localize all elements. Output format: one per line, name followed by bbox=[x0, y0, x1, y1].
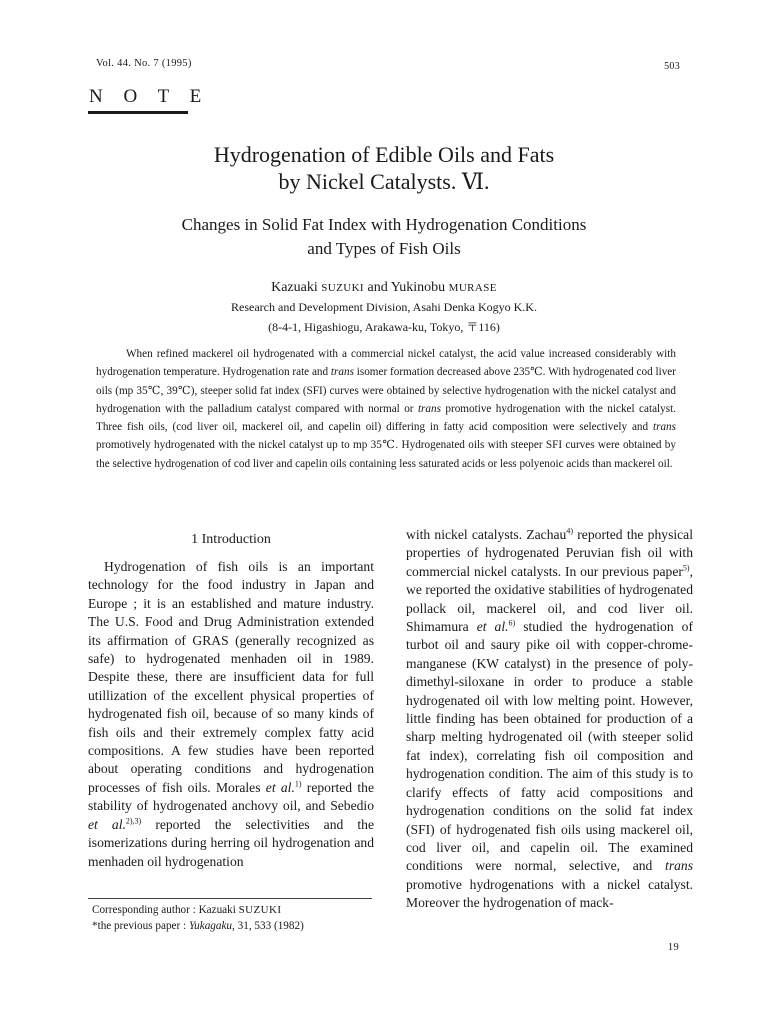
title-line-2: by Nickel Catalysts. Ⅵ. bbox=[278, 169, 490, 194]
abstract-paragraph bbox=[96, 345, 676, 473]
footnote-text: Corresponding author : Kazuaki bbox=[92, 904, 239, 916]
intro-paragraph bbox=[88, 558, 374, 871]
subtitle-line-2: and Types of Fish Oils bbox=[307, 239, 461, 258]
body-text: , we reported the oxidative stabilities of hydrogenated pollack oil, mackerel oil, and cod liver oil. Shimamura bbox=[406, 563, 693, 635]
subtitle-line-1: Changes in Solid Fat Index with Hydrogenation Conditions bbox=[181, 215, 587, 234]
body-italic: et al. bbox=[476, 619, 509, 635]
author-1-first: Kazuaki bbox=[271, 280, 322, 295]
body-text: reported the stability of hydrogenated anchovy oil, and Sebedio bbox=[88, 779, 374, 814]
body-text: reported the physical properties of hydrogenated Peruvian fish oil with commercial nickel catalysts. In our previous paper bbox=[406, 527, 693, 579]
abstract-text: promotively hydrogenated with the nickel catalyst up to mp 35℃. Hydrogenated oils with steeper SFI curves were obtained by the selective hydrogenation of cod liver and capelin oils containing less saturated acids or less polyenoic acids than mackerel oil. bbox=[96, 439, 676, 470]
journal-reference: Vol. 44. No. 7 (1995) bbox=[96, 58, 192, 69]
abstract-italic: trans bbox=[417, 402, 441, 415]
section-heading-introduction: 1 Introduction bbox=[191, 532, 271, 547]
body-text: reported the selectivities and the isomerizations during herring oil hydrogenation and menhaden oil hydrogenation bbox=[88, 816, 375, 869]
author-1-last: SUZUKI bbox=[321, 282, 364, 294]
abstract bbox=[96, 345, 676, 473]
author-joiner: and bbox=[363, 280, 391, 295]
abstract-text: isomer formation decreased above 235℃. With hydrogenated cod liver oils (mp 35℃, 39℃), steeper solid fat index (SFI) curves were obtained by selective hydrogenation with the nickel catalyst and hydrogenation with the palladium catalyst compared with normal or bbox=[96, 366, 676, 415]
footnote-rule bbox=[88, 898, 372, 899]
body-text: promotive hydrogenations with a nickel catalyst. Moreover the hydrogenation of mack- bbox=[406, 876, 693, 911]
intro-paragraph-continued bbox=[406, 526, 693, 913]
body-text: studied the hydrogenation of turbot oil and saury pike oil with copper-chrome-manganese (KW catalyst) in the presence of poly-dimethyl-siloxane in order to produce a stable hydrogenated oil with low melting point. However, little finding has been obtained for production of a sharp melting hydrogenated oil (with steeper solid fat index), correlating fish oil composition and hydrogenation condition. The aim of this study is to clarify effects of fatty acid compositions and hydrogenation conditions on the solid fat index (SFI) of hydrogenated fish oils using mackerel oil, cod liver oil, and capelin oil. The examined conditions were normal, selective, and bbox=[406, 619, 693, 874]
title-line-1: Hydrogenation of Edible Oils and Fats bbox=[213, 142, 555, 167]
body-text: Hydrogenation of fish oils is an important technology for the food industry in Japan and Europe ; it is an established and mature industry. The U.S. Food and Drug Administration extended its affirmation of GRAS (generally recognized as safe) to hydrogenated menhaden oil in 1989. Despite these, there are insufficient data for full utillization of the excellent physical properties of hydrogenated fish oil, because of so many kinds of fish oils and their extremely complex fatty acid compositions. A few studies have been reported about operating conditions and hydrogenation processes of fish oils. Morales bbox=[88, 559, 374, 795]
footer-page-number: 19 bbox=[667, 942, 679, 953]
citation-ref: 4) bbox=[566, 526, 574, 536]
footnote-text: *the previous paper : bbox=[92, 920, 189, 932]
affiliation-line-2: (8-4-1, Higashiogu, Arakawa-ku, Tokyo, 〒116) bbox=[268, 320, 500, 334]
affiliation-line-1: Research and Development Division, Asahi Denka Kogyo K.K. bbox=[231, 300, 537, 314]
author-2-last: MURASE bbox=[448, 282, 497, 294]
citation-ref: 6) bbox=[508, 618, 516, 628]
abstract-text: When refined mackerel oil hydrogenated with a commercial nickel catalyst, the acid value increased considerably with hydrogenation temperature. Hydrogenation rate and bbox=[96, 348, 676, 379]
column-left bbox=[88, 558, 374, 871]
abstract-italic: trans bbox=[652, 421, 676, 434]
body-italic: et al. bbox=[265, 779, 295, 795]
column-right bbox=[406, 526, 693, 913]
section-label: N O T E bbox=[89, 86, 210, 107]
footnote-corresponding-author bbox=[92, 902, 304, 918]
section-label-underline bbox=[88, 111, 188, 114]
body-text: with nickel catalysts. Zachau bbox=[406, 527, 567, 542]
citation-ref: 5) bbox=[682, 563, 690, 573]
author-list bbox=[0, 280, 768, 296]
author-2-first: Yukinobu bbox=[390, 280, 449, 295]
body-italic: trans bbox=[665, 858, 693, 874]
abstract-text: promotive hydrogenation with the nickel catalyst. Three fish oils, (cod liver oil, mackerel oil, and capelin oil) differing in fatty acid composition were selectively and bbox=[96, 402, 677, 434]
page-number: 503 bbox=[664, 61, 680, 72]
footnotes bbox=[92, 902, 304, 934]
citation-ref: 1) bbox=[294, 779, 302, 789]
footnote-previous-paper bbox=[92, 918, 304, 934]
citation-ref: 2),3) bbox=[125, 816, 142, 826]
abstract-italic: trans bbox=[330, 366, 354, 379]
footnote-text: 31, 533 (1982) bbox=[234, 920, 304, 932]
footnote-journal: Yukagaku, bbox=[188, 920, 235, 932]
body-italic: et al. bbox=[88, 816, 126, 832]
footnote-name: SUZUKI bbox=[238, 904, 282, 916]
